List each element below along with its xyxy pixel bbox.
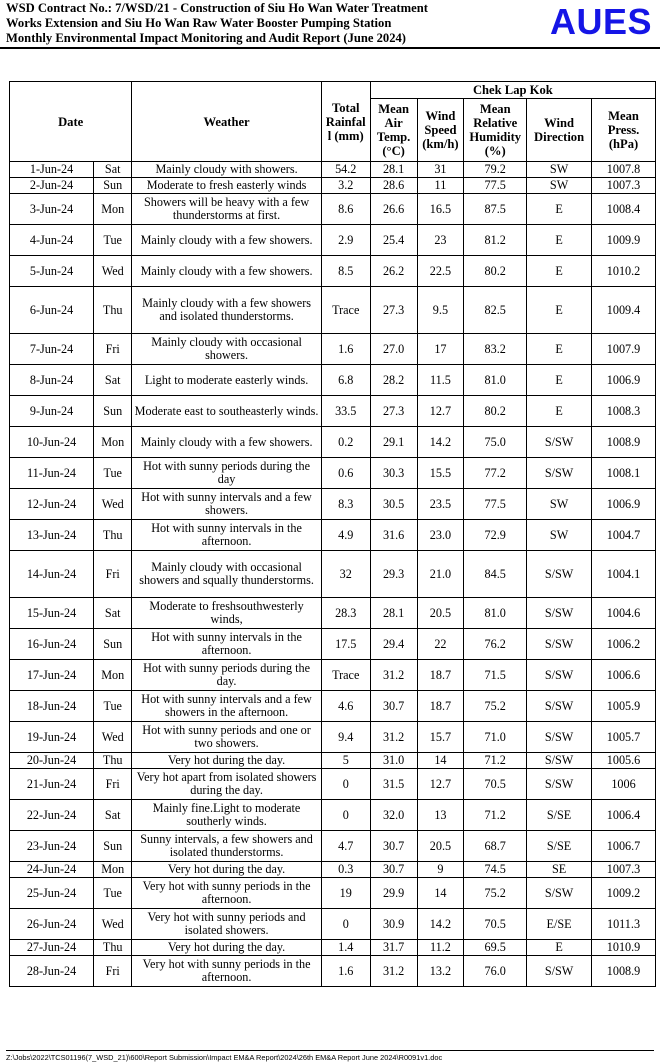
row-wind-speed: 9.5 — [417, 287, 464, 334]
title-line-3: Monthly Environmental Impact Monitoring and Audit Report (June 2024) — [6, 31, 406, 45]
row-humidity: 77.5 — [464, 489, 527, 520]
col-header-pressure: Mean Press. (hPa) — [592, 99, 656, 162]
row-wind-direction: SW — [527, 489, 592, 520]
row-temp: 25.4 — [370, 225, 417, 256]
row-date: 22-Jun-24 — [10, 800, 94, 831]
row-weather: Mainly cloudy with a few showers. — [132, 256, 321, 287]
row-wind-direction: E — [527, 256, 592, 287]
col-header-wind-speed: Wind Speed (km/h) — [417, 99, 464, 162]
col-header-rainfall: Total Rainfal l (mm) — [321, 82, 370, 162]
row-wind-direction: S/SW — [527, 722, 592, 753]
row-humidity: 71.2 — [464, 753, 527, 769]
row-rainfall: 8.3 — [321, 489, 370, 520]
table-row — [10, 691, 656, 722]
row-day: Fri — [94, 334, 132, 365]
row-wind-direction: E — [527, 225, 592, 256]
row-wind-speed: 15.5 — [417, 458, 464, 489]
row-day: Sat — [94, 800, 132, 831]
row-date: 21-Jun-24 — [10, 769, 94, 800]
row-humidity: 71.5 — [464, 660, 527, 691]
table-row — [10, 598, 656, 629]
row-wind-direction: S/SW — [527, 691, 592, 722]
row-pressure: 1008.9 — [592, 956, 656, 987]
report-title — [6, 1, 526, 46]
row-weather: Very hot with sunny periods in the afternoon. — [132, 956, 321, 987]
row-day: Tue — [94, 225, 132, 256]
row-wind-direction: S/SW — [527, 878, 592, 909]
row-date: 6-Jun-24 — [10, 287, 94, 334]
row-pressure: 1006.4 — [592, 800, 656, 831]
table-row — [10, 909, 656, 940]
row-day: Wed — [94, 256, 132, 287]
row-weather: Very hot apart from isolated showers during the day. — [132, 769, 321, 800]
row-temp: 26.6 — [370, 194, 417, 225]
row-date: 27-Jun-24 — [10, 940, 94, 956]
row-humidity: 76.0 — [464, 956, 527, 987]
row-weather: Moderate east to southeasterly winds. — [132, 396, 321, 427]
row-temp: 31.6 — [370, 520, 417, 551]
row-date: 8-Jun-24 — [10, 365, 94, 396]
table-row — [10, 956, 656, 987]
row-rainfall: 5 — [321, 753, 370, 769]
table-row — [10, 162, 656, 178]
row-date: 26-Jun-24 — [10, 909, 94, 940]
row-wind-direction: E — [527, 940, 592, 956]
row-wind-speed: 15.7 — [417, 722, 464, 753]
row-rainfall: 0.6 — [321, 458, 370, 489]
row-rainfall: 0 — [321, 909, 370, 940]
row-day: Thu — [94, 753, 132, 769]
row-humidity: 72.9 — [464, 520, 527, 551]
row-date: 2-Jun-24 — [10, 178, 94, 194]
row-temp: 30.7 — [370, 691, 417, 722]
row-weather: Very hot during the day. — [132, 753, 321, 769]
table-row — [10, 396, 656, 427]
row-wind-speed: 13.2 — [417, 956, 464, 987]
row-temp: 28.2 — [370, 365, 417, 396]
table-row — [10, 722, 656, 753]
row-rainfall: 2.9 — [321, 225, 370, 256]
row-day: Wed — [94, 489, 132, 520]
row-pressure: 1007.9 — [592, 334, 656, 365]
row-wind-direction: S/SW — [527, 956, 592, 987]
row-pressure: 1005.9 — [592, 691, 656, 722]
file-path-footer: Z:\Jobs\2022\TCS01196(7_WSD_21)\600\Report Submission\Impact EM&A Report\2024\26th EM&A Report June 2024\R0091v1.doc — [6, 1053, 443, 1062]
row-date: 10-Jun-24 — [10, 427, 94, 458]
row-weather: Mainly cloudy with occasional showers and squally thunderstorms. — [132, 551, 321, 598]
row-date: 16-Jun-24 — [10, 629, 94, 660]
row-wind-speed: 12.7 — [417, 396, 464, 427]
row-pressure: 1006 — [592, 769, 656, 800]
row-temp: 31.2 — [370, 660, 417, 691]
row-pressure: 1006.2 — [592, 629, 656, 660]
row-date: 25-Jun-24 — [10, 878, 94, 909]
row-date: 13-Jun-24 — [10, 520, 94, 551]
row-day: Sun — [94, 831, 132, 862]
row-rainfall: 28.3 — [321, 598, 370, 629]
row-date: 5-Jun-24 — [10, 256, 94, 287]
row-wind-direction: SW — [527, 162, 592, 178]
col-header-date: Date — [10, 82, 132, 162]
row-wind-direction: S/SW — [527, 753, 592, 769]
row-day: Tue — [94, 691, 132, 722]
row-rainfall: 4.7 — [321, 831, 370, 862]
table-row — [10, 194, 656, 225]
row-wind-speed: 23.5 — [417, 489, 464, 520]
row-pressure: 1006.7 — [592, 831, 656, 862]
row-pressure: 1010.2 — [592, 256, 656, 287]
row-wind-direction: S/SW — [527, 551, 592, 598]
table-row — [10, 520, 656, 551]
row-wind-speed: 20.5 — [417, 598, 464, 629]
row-wind-speed: 23.0 — [417, 520, 464, 551]
row-wind-speed: 18.7 — [417, 691, 464, 722]
row-day: Thu — [94, 287, 132, 334]
row-rainfall: 0 — [321, 769, 370, 800]
table-row — [10, 940, 656, 956]
row-rainfall: 33.5 — [321, 396, 370, 427]
row-weather: Very hot with sunny periods in the afternoon. — [132, 878, 321, 909]
row-weather: Very hot during the day. — [132, 862, 321, 878]
table-row — [10, 225, 656, 256]
row-temp: 31.5 — [370, 769, 417, 800]
row-humidity: 79.2 — [464, 162, 527, 178]
row-humidity: 80.2 — [464, 396, 527, 427]
row-wind-speed: 14.2 — [417, 909, 464, 940]
row-pressure: 1008.4 — [592, 194, 656, 225]
row-humidity: 80.2 — [464, 256, 527, 287]
row-temp: 28.1 — [370, 598, 417, 629]
row-weather: Showers will be heavy with a few thunderstorms at first. — [132, 194, 321, 225]
row-day: Thu — [94, 940, 132, 956]
row-weather: Hot with sunny periods during the day — [132, 458, 321, 489]
row-weather: Hot with sunny intervals and a few showers in the afternoon. — [132, 691, 321, 722]
table-row — [10, 862, 656, 878]
row-weather: Hot with sunny intervals and a few showers. — [132, 489, 321, 520]
row-pressure: 1006.9 — [592, 489, 656, 520]
row-date: 18-Jun-24 — [10, 691, 94, 722]
table-row — [10, 753, 656, 769]
row-wind-direction: SE — [527, 862, 592, 878]
table-row — [10, 458, 656, 489]
row-rainfall: 4.6 — [321, 691, 370, 722]
table-row — [10, 800, 656, 831]
row-temp: 31.7 — [370, 940, 417, 956]
row-temp: 28.6 — [370, 178, 417, 194]
weather-table — [9, 81, 656, 987]
row-temp: 30.9 — [370, 909, 417, 940]
row-date: 28-Jun-24 — [10, 956, 94, 987]
row-temp: 29.9 — [370, 878, 417, 909]
row-date: 14-Jun-24 — [10, 551, 94, 598]
row-wind-direction: E — [527, 334, 592, 365]
row-date: 11-Jun-24 — [10, 458, 94, 489]
row-wind-direction: SW — [527, 178, 592, 194]
row-day: Mon — [94, 427, 132, 458]
row-date: 4-Jun-24 — [10, 225, 94, 256]
row-day: Mon — [94, 194, 132, 225]
table-row — [10, 256, 656, 287]
title-line-2: Works Extension and Siu Ho Wan Raw Water Booster Pumping Station — [6, 16, 392, 30]
row-weather: Mainly cloudy with a few showers and isolated thunderstorms. — [132, 287, 321, 334]
row-weather: Light to moderate easterly winds. — [132, 365, 321, 396]
row-humidity: 87.5 — [464, 194, 527, 225]
header-divider — [0, 47, 660, 49]
row-wind-direction: S/SW — [527, 769, 592, 800]
row-weather: Mainly cloudy with a few showers. — [132, 225, 321, 256]
row-date: 15-Jun-24 — [10, 598, 94, 629]
table-row — [10, 551, 656, 598]
row-date: 1-Jun-24 — [10, 162, 94, 178]
row-wind-speed: 12.7 — [417, 769, 464, 800]
row-day: Sun — [94, 178, 132, 194]
row-weather: Mainly cloudy with a few showers. — [132, 427, 321, 458]
row-day: Tue — [94, 878, 132, 909]
row-temp: 28.1 — [370, 162, 417, 178]
row-pressure: 1006.9 — [592, 365, 656, 396]
row-temp: 30.7 — [370, 831, 417, 862]
row-wind-speed: 22.5 — [417, 256, 464, 287]
row-pressure: 1007.3 — [592, 862, 656, 878]
row-weather: Hot with sunny intervals in the afternoon. — [132, 520, 321, 551]
row-humidity: 70.5 — [464, 769, 527, 800]
title-line-1: WSD Contract No.: 7/WSD/21 - Construction of Siu Ho Wan Water Treatment — [6, 1, 428, 15]
row-humidity: 74.5 — [464, 862, 527, 878]
row-temp: 29.3 — [370, 551, 417, 598]
row-pressure: 1010.9 — [592, 940, 656, 956]
row-date: 7-Jun-24 — [10, 334, 94, 365]
row-humidity: 81.0 — [464, 598, 527, 629]
row-wind-speed: 23 — [417, 225, 464, 256]
row-humidity: 82.5 — [464, 287, 527, 334]
row-day: Tue — [94, 458, 132, 489]
row-day: Mon — [94, 660, 132, 691]
row-weather: Mainly cloudy with occasional showers. — [132, 334, 321, 365]
row-humidity: 69.5 — [464, 940, 527, 956]
table-row — [10, 178, 656, 194]
row-day: Wed — [94, 909, 132, 940]
row-humidity: 70.5 — [464, 909, 527, 940]
col-header-weather: Weather — [132, 82, 321, 162]
row-temp: 27.0 — [370, 334, 417, 365]
row-pressure: 1004.6 — [592, 598, 656, 629]
row-humidity: 83.2 — [464, 334, 527, 365]
row-humidity: 75.2 — [464, 878, 527, 909]
row-wind-direction: SW — [527, 520, 592, 551]
row-rainfall: 32 — [321, 551, 370, 598]
row-day: Sun — [94, 629, 132, 660]
row-temp: 27.3 — [370, 287, 417, 334]
row-temp: 30.5 — [370, 489, 417, 520]
row-date: 23-Jun-24 — [10, 831, 94, 862]
row-pressure: 1008.1 — [592, 458, 656, 489]
table-row — [10, 660, 656, 691]
row-date: 19-Jun-24 — [10, 722, 94, 753]
row-wind-speed: 16.5 — [417, 194, 464, 225]
row-rainfall: 1.6 — [321, 956, 370, 987]
row-rainfall: 0 — [321, 800, 370, 831]
row-date: 24-Jun-24 — [10, 862, 94, 878]
row-humidity: 77.5 — [464, 178, 527, 194]
row-humidity: 68.7 — [464, 831, 527, 862]
row-wind-direction: E — [527, 287, 592, 334]
row-weather: Sunny intervals, a few showers and isolated thunderstorms. — [132, 831, 321, 862]
footer-divider — [6, 1050, 654, 1051]
row-temp: 31.0 — [370, 753, 417, 769]
row-wind-speed: 18.7 — [417, 660, 464, 691]
row-wind-speed: 13 — [417, 800, 464, 831]
row-humidity: 81.0 — [464, 365, 527, 396]
row-wind-speed: 22 — [417, 629, 464, 660]
row-pressure: 1006.6 — [592, 660, 656, 691]
row-rainfall: 6.8 — [321, 365, 370, 396]
row-temp: 29.4 — [370, 629, 417, 660]
row-date: 17-Jun-24 — [10, 660, 94, 691]
row-pressure: 1008.9 — [592, 427, 656, 458]
table-row — [10, 427, 656, 458]
row-wind-direction: S/SW — [527, 427, 592, 458]
row-wind-speed: 17 — [417, 334, 464, 365]
row-humidity: 77.2 — [464, 458, 527, 489]
row-wind-speed: 14 — [417, 878, 464, 909]
row-humidity: 84.5 — [464, 551, 527, 598]
row-wind-direction: E — [527, 365, 592, 396]
row-rainfall: 54.2 — [321, 162, 370, 178]
table-row — [10, 629, 656, 660]
row-day: Wed — [94, 722, 132, 753]
table-row — [10, 831, 656, 862]
row-wind-direction: S/SW — [527, 458, 592, 489]
table-row — [10, 287, 656, 334]
row-temp: 26.2 — [370, 256, 417, 287]
row-weather: Moderate to fresh easterly winds — [132, 178, 321, 194]
row-weather: Mainly fine.Light to moderate southerly winds. — [132, 800, 321, 831]
row-day: Fri — [94, 956, 132, 987]
table-row — [10, 365, 656, 396]
col-header-humidity: Mean Relative Humidity (%) — [464, 99, 527, 162]
row-wind-speed: 31 — [417, 162, 464, 178]
row-rainfall: 19 — [321, 878, 370, 909]
aues-logo: AUES — [549, 1, 652, 42]
row-weather: Hot with sunny periods and one or two showers. — [132, 722, 321, 753]
row-day: Sat — [94, 598, 132, 629]
row-wind-speed: 11.2 — [417, 940, 464, 956]
row-pressure: 1007.8 — [592, 162, 656, 178]
row-wind-direction: S/SE — [527, 800, 592, 831]
row-weather: Very hot during the day. — [132, 940, 321, 956]
row-humidity: 75.0 — [464, 427, 527, 458]
row-rainfall: Trace — [321, 660, 370, 691]
row-temp: 30.3 — [370, 458, 417, 489]
row-pressure: 1005.7 — [592, 722, 656, 753]
row-pressure: 1007.3 — [592, 178, 656, 194]
row-wind-direction: E — [527, 194, 592, 225]
row-pressure: 1011.3 — [592, 909, 656, 940]
row-day: Fri — [94, 551, 132, 598]
table-row — [10, 489, 656, 520]
row-wind-speed: 20.5 — [417, 831, 464, 862]
row-day: Sat — [94, 162, 132, 178]
row-humidity: 71.0 — [464, 722, 527, 753]
row-pressure: 1005.6 — [592, 753, 656, 769]
table-row — [10, 878, 656, 909]
row-rainfall: 9.4 — [321, 722, 370, 753]
row-wind-speed: 11 — [417, 178, 464, 194]
row-wind-direction: E/SE — [527, 909, 592, 940]
row-wind-speed: 14 — [417, 753, 464, 769]
row-temp: 30.7 — [370, 862, 417, 878]
row-pressure: 1004.7 — [592, 520, 656, 551]
col-header-wind-direction: Wind Direction — [527, 99, 592, 162]
row-humidity: 76.2 — [464, 629, 527, 660]
row-day: Sun — [94, 396, 132, 427]
row-wind-speed: 14.2 — [417, 427, 464, 458]
row-rainfall: 8.5 — [321, 256, 370, 287]
row-pressure: 1009.9 — [592, 225, 656, 256]
row-wind-direction: S/SW — [527, 629, 592, 660]
row-date: 20-Jun-24 — [10, 753, 94, 769]
row-wind-speed: 11.5 — [417, 365, 464, 396]
row-weather: Hot with sunny periods during the day. — [132, 660, 321, 691]
row-rainfall: 17.5 — [321, 629, 370, 660]
row-date: 12-Jun-24 — [10, 489, 94, 520]
row-wind-direction: S/SW — [527, 598, 592, 629]
row-day: Fri — [94, 769, 132, 800]
row-rainfall: 4.9 — [321, 520, 370, 551]
report-header — [6, 1, 654, 47]
row-wind-speed: 9 — [417, 862, 464, 878]
row-rainfall: 1.6 — [321, 334, 370, 365]
row-pressure: 1008.3 — [592, 396, 656, 427]
row-weather: Very hot with sunny periods and isolated showers. — [132, 909, 321, 940]
row-temp: 31.2 — [370, 722, 417, 753]
row-rainfall: 3.2 — [321, 178, 370, 194]
row-weather: Moderate to freshsouthwesterly winds, — [132, 598, 321, 629]
row-temp: 32.0 — [370, 800, 417, 831]
row-humidity: 71.2 — [464, 800, 527, 831]
row-rainfall: 8.6 — [321, 194, 370, 225]
station-group-header: Chek Lap Kok — [370, 82, 655, 99]
row-day: Sat — [94, 365, 132, 396]
row-day: Thu — [94, 520, 132, 551]
row-rainfall: 0.3 — [321, 862, 370, 878]
row-wind-direction: S/SW — [527, 660, 592, 691]
row-date: 3-Jun-24 — [10, 194, 94, 225]
row-weather: Hot with sunny intervals in the afternoon. — [132, 629, 321, 660]
table-row — [10, 334, 656, 365]
row-wind-speed: 21.0 — [417, 551, 464, 598]
row-temp: 27.3 — [370, 396, 417, 427]
row-pressure: 1004.1 — [592, 551, 656, 598]
table-row — [10, 769, 656, 800]
row-day: Mon — [94, 862, 132, 878]
row-temp: 31.2 — [370, 956, 417, 987]
row-humidity: 81.2 — [464, 225, 527, 256]
col-header-temp: Mean Air Temp. (°C) — [370, 99, 417, 162]
row-wind-direction: S/SE — [527, 831, 592, 862]
row-rainfall: 1.4 — [321, 940, 370, 956]
row-pressure: 1009.4 — [592, 287, 656, 334]
row-rainfall: 0.2 — [321, 427, 370, 458]
row-wind-direction: E — [527, 396, 592, 427]
row-date: 9-Jun-24 — [10, 396, 94, 427]
row-temp: 29.1 — [370, 427, 417, 458]
row-humidity: 75.2 — [464, 691, 527, 722]
row-pressure: 1009.2 — [592, 878, 656, 909]
row-rainfall: Trace — [321, 287, 370, 334]
row-weather: Mainly cloudy with showers. — [132, 162, 321, 178]
